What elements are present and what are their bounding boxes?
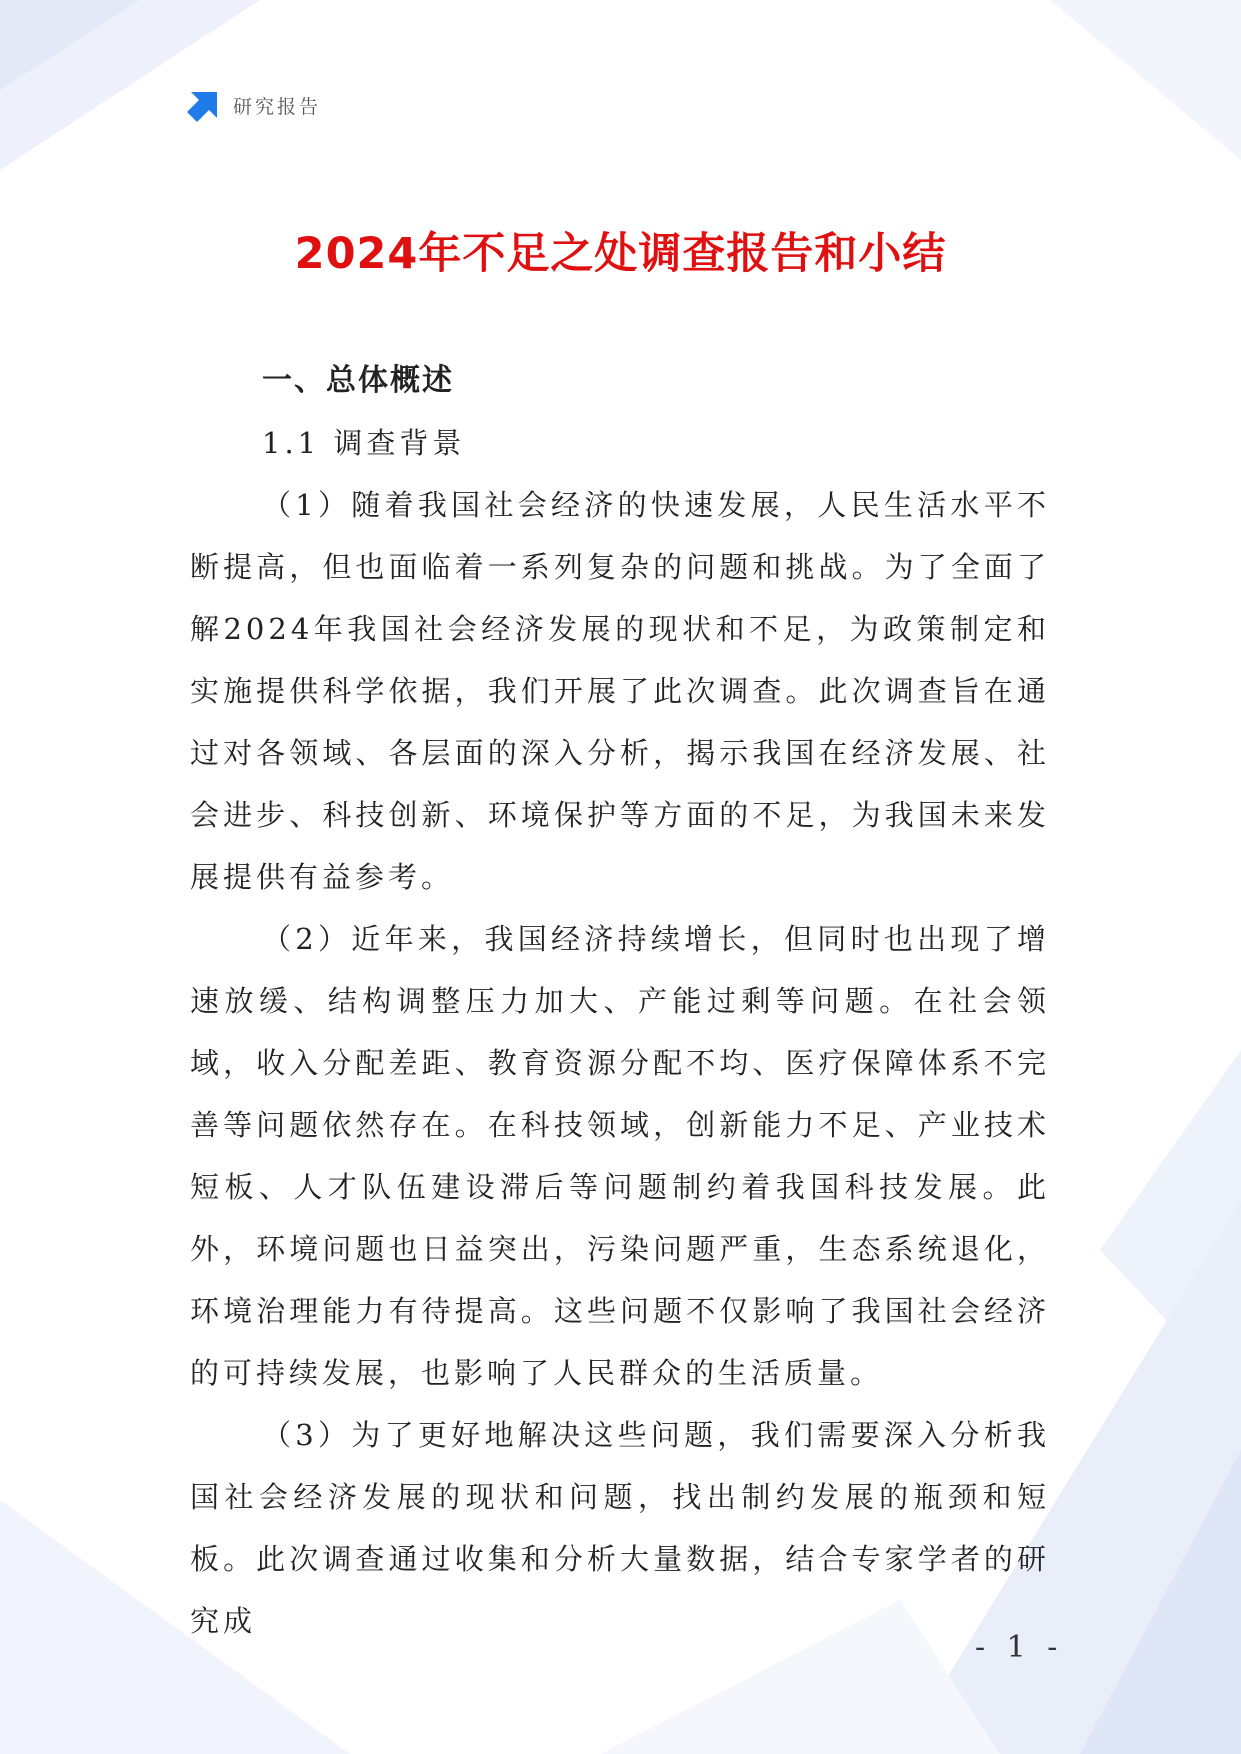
paragraph-1: （1）随着我国社会经济的快速发展，人民生活水平不断提高，但也面临着一系列复杂的问题和挑战。为了全面了解2024年我国社会经济发展的现状和不足，为政策制定和实施提供科学依据，我们开展了此次调查。此次调查旨在通过对各领域、各层面的深入分析，揭示我国在经济发展、社会进步、科技创新、环境保护等方面的不足，为我国未来发展提供有益参考。	[190, 488, 1050, 894]
paragraph-2: （2）近年来，我国经济持续增长，但同时也出现了增速放缓、结构调整压力加大、产能过剩等问题。在社会领域，收入分配差距、教育资源分配不均、医疗保障体系不完善等问题依然存在。在科技领域，创新能力不足、产业技术短板、人才队伍建设滞后等问题制约着我国科技发展。此外，环境问题也日益突出，污染问题严重，生态系统退化，环境治理能力有待提高。这些问题不仅影响了我国社会经济的可持续发展，也影响了人民群众的生活质量。	[190, 922, 1050, 1390]
section-heading: 一、总体概述	[262, 363, 454, 398]
brand-text: 研究报告	[233, 95, 322, 118]
subsection-heading: 1.1 调查背景	[262, 426, 466, 460]
header-brand	[187, 88, 321, 122]
page-number: - 1 -	[975, 1630, 1064, 1665]
document-body	[190, 350, 1050, 1652]
document-title: 2024年不足之处调查报告和小结	[294, 229, 947, 279]
paragraph-3: （3）为了更好地解决这些问题，我们需要深入分析我国社会经济发展的现状和问题，找出制约发展的瓶颈和短板。此次调查通过收集和分析大量数据，结合专家学者的研究成	[190, 1418, 1050, 1638]
arrow-up-right-icon	[187, 88, 221, 122]
